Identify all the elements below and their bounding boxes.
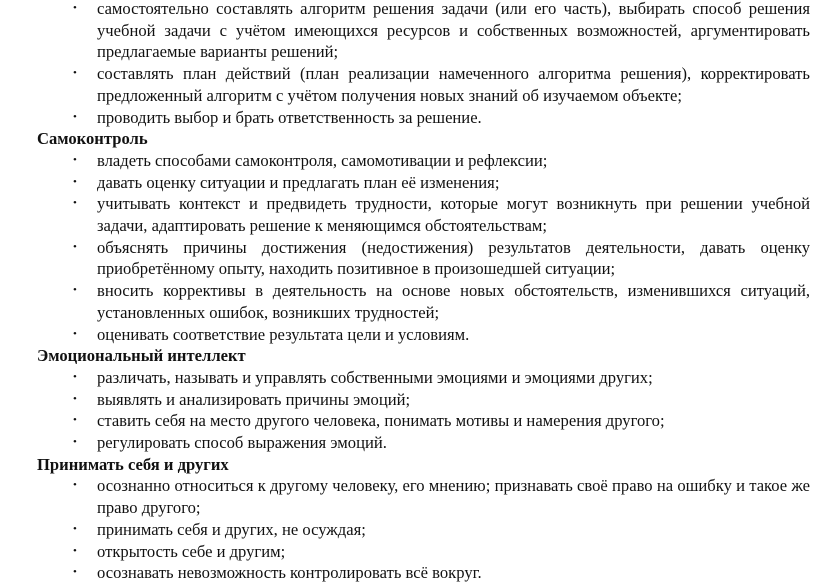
accept-self-list: [0, 475, 816, 584]
bullet-icon: •: [73, 436, 77, 449]
list-item-text: оценивать соответствие результата цели и условиям.: [97, 324, 470, 344]
list-item: [0, 432, 816, 454]
list-item: [0, 475, 816, 518]
bullet-icon: •: [73, 566, 77, 579]
bullet-icon: •: [73, 370, 77, 383]
list-item-text: открытость себе и другим;: [97, 541, 286, 561]
intro-list: [0, 0, 816, 128]
list-item: [0, 172, 816, 194]
list-item-text: различать, называть и управлять собственными эмоциями и эмоциями других;: [97, 367, 653, 387]
bullet-icon: •: [73, 544, 77, 557]
bullet-icon: •: [73, 175, 77, 188]
list-item: [0, 63, 816, 106]
list-item: [0, 324, 816, 346]
list-item: [0, 280, 816, 323]
emotional-intelligence-list: [0, 367, 816, 454]
list-item-text: принимать себя и других, не осуждая;: [97, 519, 366, 539]
list-item-text: проводить выбор и брать ответственность за решение.: [97, 107, 482, 127]
bullet-icon: •: [73, 284, 77, 297]
list-item: [0, 150, 816, 172]
bullet-icon: •: [73, 479, 77, 492]
list-item: [0, 237, 816, 280]
bullet-icon: •: [73, 2, 77, 14]
bullet-icon: •: [73, 67, 77, 80]
emotional-intelligence-section: [0, 345, 816, 454]
list-item-text: регулировать способ выражения эмоций.: [97, 433, 387, 453]
intro-section: [0, 0, 816, 128]
list-item: [0, 541, 816, 563]
list-item-text: ставить себя на место другого человека, понимать мотивы и намерения другого;: [97, 411, 665, 431]
list-item-text: составлять план действий (план реализации намеченного алгоритма решения), корректировать предложенный алгоритм с учётом получения новых знаний об изучаемом объекте;: [97, 64, 810, 105]
list-item: [0, 410, 816, 432]
list-item-text: осознанно относиться к другому человеку, его мнению; признавать своё право на ошибку и такое же право другого;: [97, 476, 810, 518]
list-item-text: вносить коррективы в деятельность на основе новых обстоятельств, изменившихся ситуаций, установленных ошибок, возникших трудностей;: [97, 281, 810, 322]
list-item-text: учитывать контекст и предвидеть трудности, которые могут возникнуть при решении учебной задачи, адаптировать решение к меняющимся обстоятельствам;: [97, 194, 810, 236]
self-control-section: [0, 128, 816, 345]
bullet-icon: •: [73, 240, 77, 253]
list-item: [0, 367, 816, 389]
bullet-icon: •: [73, 153, 77, 166]
list-item: [0, 193, 816, 236]
bullet-icon: •: [73, 110, 77, 123]
list-item-text: осознавать невозможность контролировать всё вокруг.: [97, 563, 482, 583]
section-heading: Принимать себя и других: [37, 454, 229, 474]
list-item: [0, 0, 816, 63]
section-heading: Самоконтроль: [37, 129, 148, 149]
section-heading: Эмоциональный интеллект: [37, 346, 246, 366]
list-item: [0, 562, 816, 584]
bullet-icon: •: [73, 392, 77, 405]
list-item-text: выявлять и анализировать причины эмоций;: [97, 389, 411, 409]
bullet-icon: •: [73, 414, 77, 427]
list-item: [0, 107, 816, 129]
list-item-text: давать оценку ситуации и предлагать план её изменения;: [97, 172, 500, 192]
list-item-text: самостоятельно составлять алгоритм решения задачи (или его часть), выбирать способ решения учебной задачи с учётом имеющихся ресурсов и собственных возможностей, аргументировать предлагаемые варианты решений;: [97, 0, 810, 62]
list-item: [0, 519, 816, 541]
bullet-icon: •: [73, 197, 77, 210]
list-item: [0, 389, 816, 411]
bullet-icon: •: [73, 327, 77, 340]
list-item-text: владеть способами самоконтроля, самомотивации и рефлексии;: [97, 150, 548, 170]
self-control-list: [0, 150, 816, 345]
bullet-icon: •: [73, 522, 77, 535]
accept-self-section: [0, 454, 816, 584]
list-item-text: объяснять причины достижения (недостижения) результатов деятельности, давать оценку приобретённому опыту, находить позитивное в произошедшей ситуации;: [97, 237, 810, 279]
